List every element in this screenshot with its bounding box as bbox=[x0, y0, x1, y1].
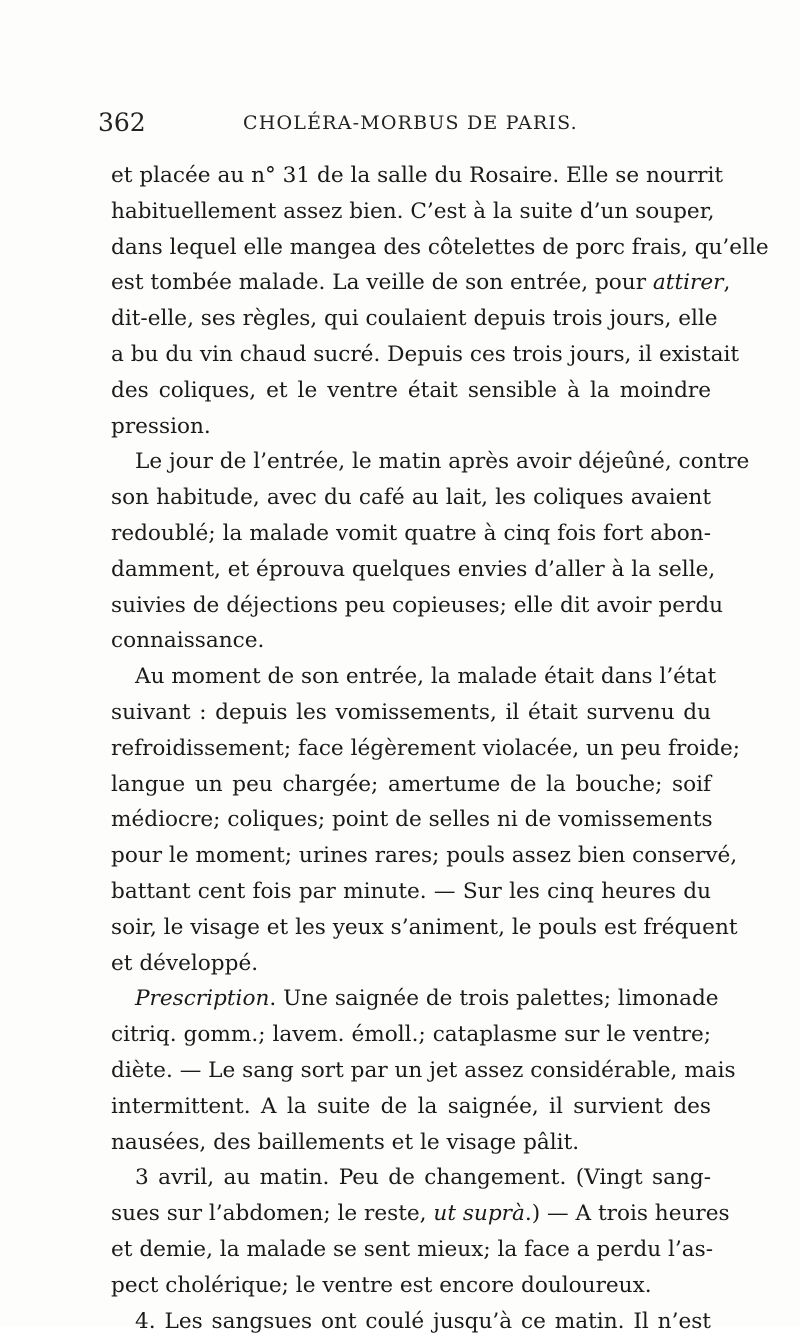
text-run: redoublé; la malade vomit quatre à cinq fois fort abon- bbox=[111, 521, 711, 546]
text-run: dans lequel elle mangea des côtelettes de porc frais, qu’elle bbox=[111, 235, 769, 260]
text-line bbox=[111, 230, 711, 266]
text-run: médiocre; coliques; point de selles ni de vomissements bbox=[111, 807, 713, 832]
body-text bbox=[111, 158, 711, 1339]
text-run: et développé. bbox=[111, 951, 258, 976]
text-run: habituellement assez bien. C’est à la suite d’un souper, bbox=[111, 199, 715, 224]
text-line bbox=[111, 194, 711, 230]
text-line bbox=[111, 1053, 711, 1089]
text-run: intermittent. A la suite de la saignée, il survient des bbox=[111, 1094, 711, 1119]
text-line bbox=[111, 1160, 711, 1196]
text-run: Au moment de son entrée, la malade était dans l’état bbox=[135, 664, 716, 689]
text-run: .) — A trois heures bbox=[525, 1201, 730, 1226]
text-line bbox=[111, 910, 711, 946]
text-run: 3 avril, au matin. Peu de changement. (Vingt sang- bbox=[135, 1165, 711, 1190]
text-run: pect cholérique; le ventre est encore douloureux. bbox=[111, 1273, 652, 1298]
page-header bbox=[98, 108, 718, 148]
text-run: 4. Les sangsues ont coulé jusqu’à ce matin. Il n’est bbox=[135, 1309, 711, 1334]
italic-text: Prescription bbox=[135, 986, 269, 1011]
text-line bbox=[111, 444, 711, 480]
text-run: des coliques, et le ventre était sensible à la moindre bbox=[111, 378, 711, 403]
text-run: damment, et éprouva quelques envies d’aller à la selle, bbox=[111, 557, 715, 582]
text-line bbox=[111, 516, 711, 552]
text-run: nausées, des baillements et le visage pâlit. bbox=[111, 1130, 579, 1155]
text-run: langue un peu chargée; amertume de la bouche; soif bbox=[111, 772, 711, 797]
text-line bbox=[111, 588, 711, 624]
text-line bbox=[111, 731, 711, 767]
italic-text: attirer bbox=[653, 270, 724, 295]
text-line bbox=[111, 981, 711, 1017]
text-run: a bu du vin chaud sucré. Depuis ces trois jours, il existait bbox=[111, 342, 739, 367]
text-run: suivies de déjections peu copieuses; elle dit avoir perdu bbox=[111, 593, 723, 618]
text-line bbox=[111, 265, 711, 301]
text-line bbox=[111, 1232, 711, 1268]
text-run: battant cent fois par minute. — Sur les cinq heures du bbox=[111, 879, 711, 904]
text-line bbox=[111, 838, 711, 874]
text-line bbox=[111, 1089, 711, 1125]
text-line bbox=[111, 695, 711, 731]
text-run: dit-elle, ses règles, qui coulaient depuis trois jours, elle bbox=[111, 306, 718, 331]
text-line bbox=[111, 767, 711, 803]
page-number: 362 bbox=[98, 108, 146, 137]
text-line bbox=[111, 1017, 711, 1053]
text-line bbox=[111, 301, 711, 337]
text-line bbox=[111, 1268, 711, 1304]
text-line bbox=[111, 659, 711, 695]
text-run: et demie, la malade se sent mieux; la face a perdu l’as- bbox=[111, 1237, 713, 1262]
text-line bbox=[111, 409, 711, 445]
text-run: . Une saignée de trois palettes; limonade bbox=[269, 986, 718, 1011]
text-run: suivant : depuis les vomissements, il était survenu du bbox=[111, 700, 711, 725]
text-line bbox=[111, 373, 711, 409]
text-line bbox=[111, 1125, 711, 1161]
text-line bbox=[111, 552, 711, 588]
text-line bbox=[111, 337, 711, 373]
italic-text: ut suprà bbox=[433, 1201, 524, 1226]
text-line bbox=[111, 1196, 711, 1232]
text-line bbox=[111, 874, 711, 910]
text-run: diète. — Le sang sort par un jet assez considérable, mais bbox=[111, 1058, 736, 1083]
running-head: CHOLÉRA-MORBUS DE PARIS. bbox=[243, 112, 578, 134]
text-run: soir, le visage et les yeux s’animent, le pouls est fréquent bbox=[111, 915, 738, 940]
text-run: connaissance. bbox=[111, 628, 264, 653]
text-run: pour le moment; urines rares; pouls assez bien conservé, bbox=[111, 843, 737, 868]
text-line bbox=[111, 1304, 711, 1339]
text-run: sues sur l’abdomen; le reste, bbox=[111, 1201, 433, 1226]
text-line bbox=[111, 158, 711, 194]
text-line bbox=[111, 802, 711, 838]
text-run: Le jour de l’entrée, le matin après avoir déjeûné, contre bbox=[135, 449, 749, 474]
text-run: refroidissement; face légèrement violacée, un peu froide; bbox=[111, 736, 740, 761]
text-run: son habitude, avec du café au lait, les coliques avaient bbox=[111, 485, 711, 510]
text-run: , bbox=[723, 270, 730, 295]
text-run: et placée au n° 31 de la salle du Rosaire. Elle se nourrit bbox=[111, 163, 723, 188]
text-run: citriq. gomm.; lavem. émoll.; cataplasme sur le ventre; bbox=[111, 1022, 711, 1047]
text-run: pression. bbox=[111, 414, 211, 439]
text-run: est tombée malade. La veille de son entrée, pour bbox=[111, 270, 653, 295]
text-line bbox=[111, 623, 711, 659]
text-line bbox=[111, 480, 711, 516]
text-line bbox=[111, 946, 711, 982]
